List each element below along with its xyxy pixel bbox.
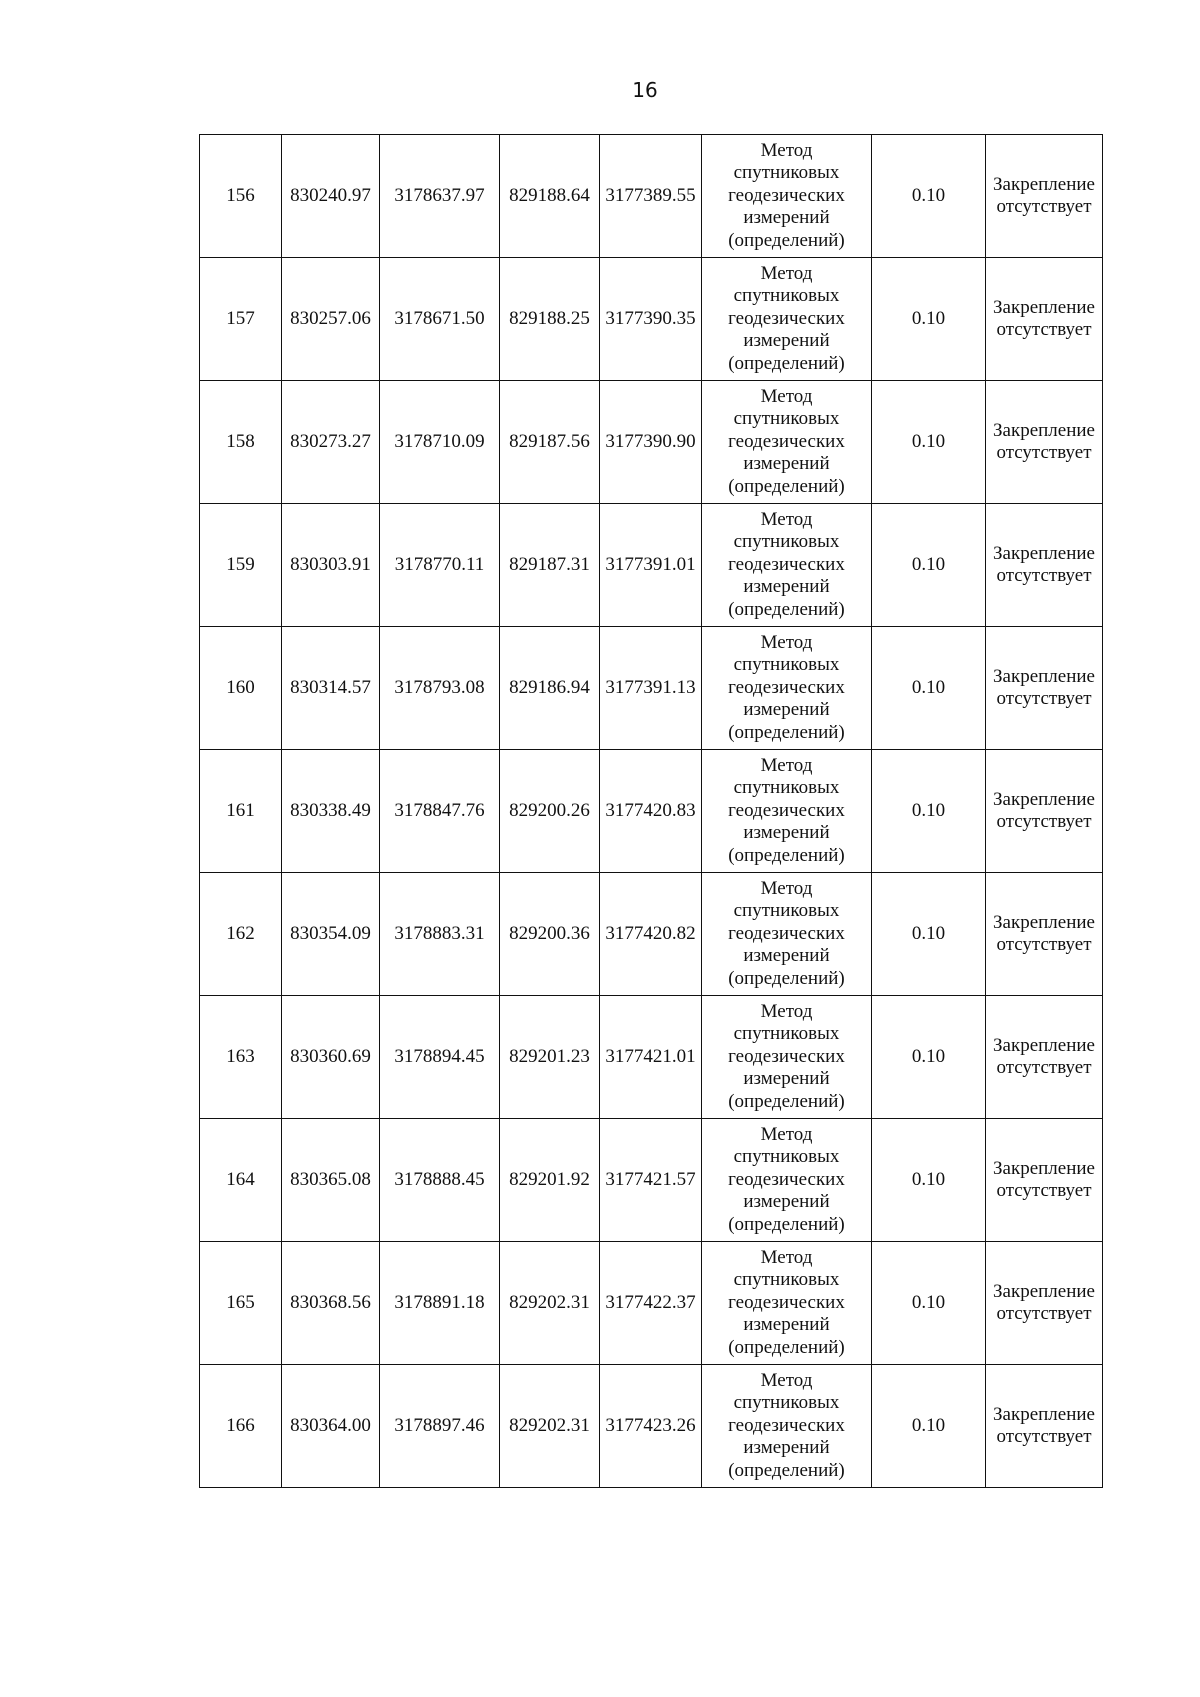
method-line: геодезических [728,184,845,206]
method-line: Метод [760,877,813,899]
coordinates-table [199,134,1103,1488]
method-line: спутниковых [733,777,840,799]
table-row [200,996,1103,1119]
method-line: (определений) [728,1090,845,1112]
table-row [200,258,1103,381]
method-line: (определений) [728,475,845,497]
fixing-line: Закрепление [993,666,1095,687]
method-line: (определений) [728,352,845,374]
y-coordinate-cell: 3178710.09 [380,381,500,504]
fixing-cell [986,1365,1103,1488]
table-row [200,627,1103,750]
method-line: (определений) [728,844,845,866]
method-cell [702,996,872,1119]
point-number-cell: 161 [200,750,282,873]
fixing-line: Закрепление [993,297,1095,318]
table-row [200,135,1103,258]
page-number: 16 [632,78,658,102]
fixing-cell [986,381,1103,504]
fixing-line: отсутствует [996,811,1092,832]
table-row [200,1119,1103,1242]
method-line: спутниковых [733,1392,840,1414]
method-cell [702,1119,872,1242]
method-line: геодезических [728,922,845,944]
y2-coordinate-cell: 3177421.01 [600,996,702,1119]
method-line: измерений [743,1191,830,1213]
method-line: спутниковых [733,1146,840,1168]
table-row [200,1365,1103,1488]
x2-coordinate-cell: 829200.26 [500,750,600,873]
method-line: геодезических [728,430,845,452]
fixing-line: Закрепление [993,789,1095,810]
fixing-line: Закрепление [993,174,1095,195]
method-line: геодезических [728,676,845,698]
y-coordinate-cell: 3178883.31 [380,873,500,996]
method-line: Метод [760,508,813,530]
method-line: измерений [743,330,830,352]
y2-coordinate-cell: 3177421.57 [600,1119,702,1242]
method-cell [702,627,872,750]
table-row [200,750,1103,873]
fixing-line: отсутствует [996,934,1092,955]
y-coordinate-cell: 3178671.50 [380,258,500,381]
method-line: спутниковых [733,1269,840,1291]
fixing-cell [986,1242,1103,1365]
fixing-cell [986,627,1103,750]
fixing-cell [986,1119,1103,1242]
method-cell [702,258,872,381]
table-row [200,381,1103,504]
method-line: (определений) [728,598,845,620]
fixing-line: Закрепление [993,1035,1095,1056]
method-line: измерений [743,1437,830,1459]
point-number-cell: 163 [200,996,282,1119]
fixing-line: Закрепление [993,1404,1095,1425]
method-cell [702,1365,872,1488]
x2-coordinate-cell: 829187.31 [500,504,600,627]
fixing-line: отсутствует [996,1180,1092,1201]
accuracy-cell: 0.10 [872,381,986,504]
x-coordinate-cell: 830303.91 [282,504,380,627]
x-coordinate-cell: 830368.56 [282,1242,380,1365]
point-number-cell: 165 [200,1242,282,1365]
fixing-line: отсутствует [996,565,1092,586]
table-row [200,873,1103,996]
fixing-line: отсутствует [996,319,1092,340]
method-line: измерений [743,1314,830,1336]
method-line: спутниковых [733,162,840,184]
method-line: (определений) [728,229,845,251]
fixing-cell [986,258,1103,381]
x2-coordinate-cell: 829186.94 [500,627,600,750]
accuracy-cell: 0.10 [872,996,986,1119]
method-line: (определений) [728,1336,845,1358]
x-coordinate-cell: 830364.00 [282,1365,380,1488]
fixing-line: отсутствует [996,688,1092,709]
method-line: Метод [760,631,813,653]
point-number-cell: 156 [200,135,282,258]
y2-coordinate-cell: 3177390.90 [600,381,702,504]
fixing-line: Закрепление [993,1281,1095,1302]
y2-coordinate-cell: 3177420.82 [600,873,702,996]
method-cell [702,135,872,258]
method-line: спутниковых [733,285,840,307]
method-line: спутниковых [733,654,840,676]
method-line: измерений [743,699,830,721]
method-cell [702,873,872,996]
y2-coordinate-cell: 3177391.13 [600,627,702,750]
method-cell [702,1242,872,1365]
method-line: геодезических [728,553,845,575]
accuracy-cell: 0.10 [872,258,986,381]
method-cell [702,504,872,627]
fixing-line: отсутствует [996,1057,1092,1078]
table-row [200,1242,1103,1365]
method-line: Метод [760,262,813,284]
method-line: Метод [760,139,813,161]
method-line: Метод [760,1123,813,1145]
coordinates-table-body [200,135,1103,1488]
y2-coordinate-cell: 3177389.55 [600,135,702,258]
method-line: спутниковых [733,531,840,553]
x2-coordinate-cell: 829201.92 [500,1119,600,1242]
method-line: геодезических [728,1414,845,1436]
fixing-line: отсутствует [996,196,1092,217]
fixing-cell [986,750,1103,873]
accuracy-cell: 0.10 [872,504,986,627]
x-coordinate-cell: 830314.57 [282,627,380,750]
y2-coordinate-cell: 3177422.37 [600,1242,702,1365]
accuracy-cell: 0.10 [872,873,986,996]
method-line: Метод [760,1246,813,1268]
y2-coordinate-cell: 3177423.26 [600,1365,702,1488]
y-coordinate-cell: 3178637.97 [380,135,500,258]
y-coordinate-cell: 3178894.45 [380,996,500,1119]
method-line: спутниковых [733,408,840,430]
method-line: Метод [760,1000,813,1022]
x-coordinate-cell: 830257.06 [282,258,380,381]
y-coordinate-cell: 3178888.45 [380,1119,500,1242]
method-line: (определений) [728,721,845,743]
point-number-cell: 166 [200,1365,282,1488]
x-coordinate-cell: 830365.08 [282,1119,380,1242]
point-number-cell: 162 [200,873,282,996]
x2-coordinate-cell: 829202.31 [500,1365,600,1488]
method-line: геодезических [728,1045,845,1067]
x2-coordinate-cell: 829188.25 [500,258,600,381]
accuracy-cell: 0.10 [872,1119,986,1242]
y-coordinate-cell: 3178793.08 [380,627,500,750]
x2-coordinate-cell: 829202.31 [500,1242,600,1365]
y-coordinate-cell: 3178847.76 [380,750,500,873]
fixing-line: Закрепление [993,420,1095,441]
y-coordinate-cell: 3178897.46 [380,1365,500,1488]
fixing-line: отсутствует [996,442,1092,463]
method-cell [702,381,872,504]
fixing-line: Закрепление [993,912,1095,933]
method-line: спутниковых [733,900,840,922]
method-line: измерений [743,576,830,598]
x2-coordinate-cell: 829187.56 [500,381,600,504]
fixing-line: отсутствует [996,1303,1092,1324]
fixing-line: Закрепление [993,543,1095,564]
method-line: геодезических [728,307,845,329]
method-line: (определений) [728,1213,845,1235]
method-line: измерений [743,1068,830,1090]
x2-coordinate-cell: 829200.36 [500,873,600,996]
x-coordinate-cell: 830240.97 [282,135,380,258]
method-line: измерений [743,207,830,229]
x-coordinate-cell: 830273.27 [282,381,380,504]
fixing-cell [986,996,1103,1119]
point-number-cell: 159 [200,504,282,627]
method-cell [702,750,872,873]
method-line: измерений [743,453,830,475]
point-number-cell: 160 [200,627,282,750]
accuracy-cell: 0.10 [872,1365,986,1488]
point-number-cell: 164 [200,1119,282,1242]
y-coordinate-cell: 3178891.18 [380,1242,500,1365]
fixing-cell [986,873,1103,996]
y2-coordinate-cell: 3177391.01 [600,504,702,627]
fixing-line: отсутствует [996,1426,1092,1447]
x2-coordinate-cell: 829188.64 [500,135,600,258]
method-line: измерений [743,822,830,844]
fixing-line: Закрепление [993,1158,1095,1179]
accuracy-cell: 0.10 [872,750,986,873]
method-line: (определений) [728,967,845,989]
method-line: измерений [743,945,830,967]
method-line: геодезических [728,1168,845,1190]
point-number-cell: 157 [200,258,282,381]
point-number-cell: 158 [200,381,282,504]
y2-coordinate-cell: 3177390.35 [600,258,702,381]
method-line: геодезических [728,1291,845,1313]
method-line: Метод [760,1369,813,1391]
x-coordinate-cell: 830354.09 [282,873,380,996]
x2-coordinate-cell: 829201.23 [500,996,600,1119]
method-line: (определений) [728,1459,845,1481]
method-line: геодезических [728,799,845,821]
y-coordinate-cell: 3178770.11 [380,504,500,627]
accuracy-cell: 0.10 [872,1242,986,1365]
x-coordinate-cell: 830338.49 [282,750,380,873]
fixing-cell [986,504,1103,627]
accuracy-cell: 0.10 [872,627,986,750]
table-row [200,504,1103,627]
method-line: Метод [760,385,813,407]
method-line: спутниковых [733,1023,840,1045]
accuracy-cell: 0.10 [872,135,986,258]
method-line: Метод [760,754,813,776]
y2-coordinate-cell: 3177420.83 [600,750,702,873]
fixing-cell [986,135,1103,258]
x-coordinate-cell: 830360.69 [282,996,380,1119]
